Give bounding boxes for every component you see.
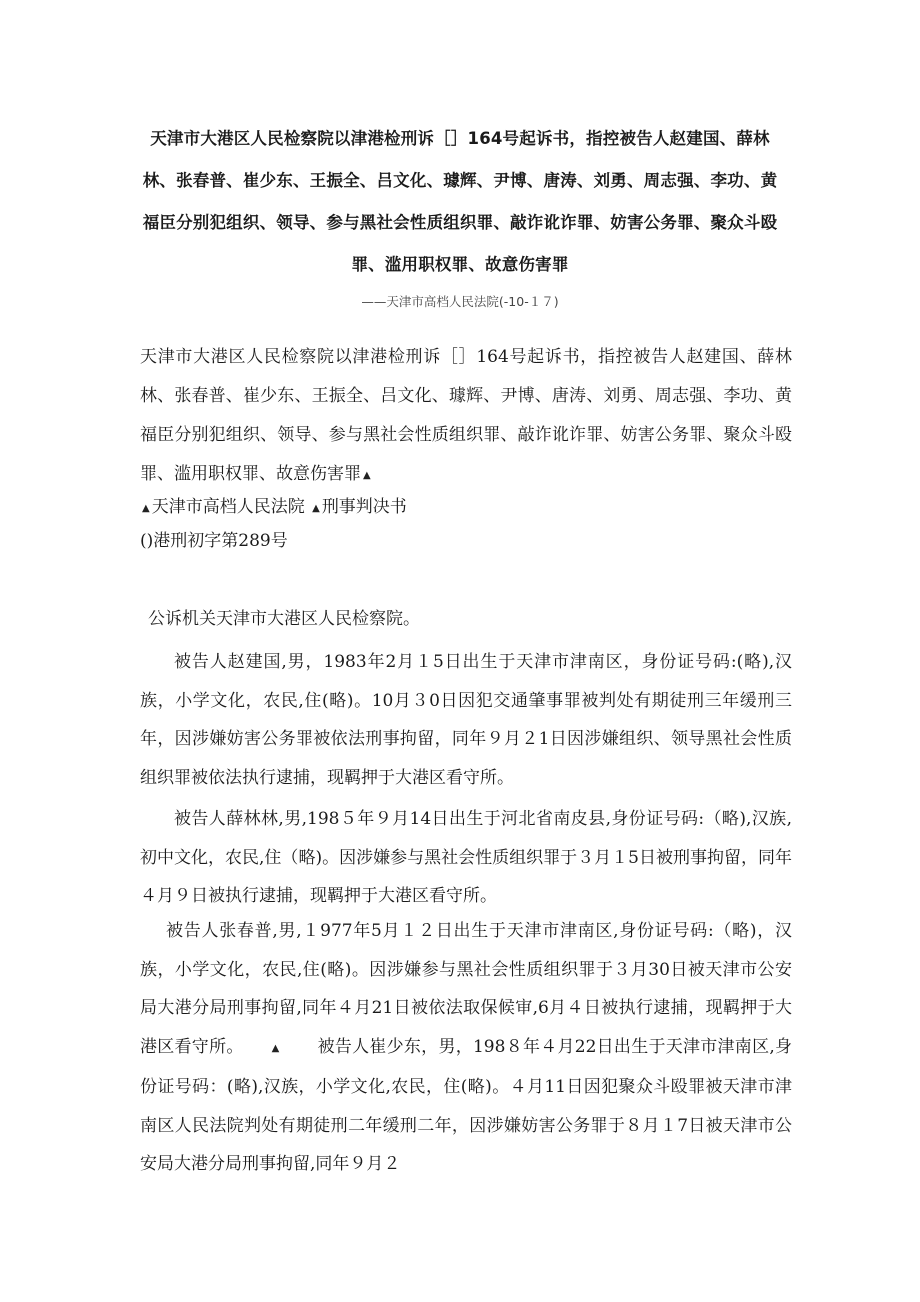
paragraph-mark-icon: ▲ <box>271 1042 280 1054</box>
defendant-paragraph-zhang <box>140 912 792 1184</box>
defendant-paragraph-zhao: 被告人赵建国,男，1983年2月１5日出生于天津市津南区，身份证号码:(略),汉族，小学文化，农民,住(略)。10月３0日因犯交通肇事罪被判处有期徒刑三年缓刑三年，因涉嫌妨害公务罪被依法刑事拘留，同年９月２1日因涉嫌组织、领导黑社会性质组织罪被依法执行逮捕，现羁押于大港区看守所。 <box>140 652 792 788</box>
prosecutor-line: 公诉机关天津市大港区人民检察院。 <box>148 609 420 629</box>
document-title: 天津市大港区人民检察院以津港检刑诉［］164号起诉书，指控被告人赵建国、薛林林、张春普、崔少东、王振全、吕文化、璩辉、尹博、唐涛、刘勇、周志强、李功、黄福臣分别犯组织、领导、参与黑社会性质组织罪、敲诈讹诈罪、妨害公务罪、聚众斗殴罪、滥用职权罪、故意伤害罪 <box>142 129 778 274</box>
document-type: 刑事判决书 <box>321 497 407 517</box>
defendant-cui-text: 被告人崔少东，男，198８年４月22日出生于天津市津南区,身份证号码：(略),汉族，小学文化,农民，住(略)。４月11日因犯聚众斗殴罪被天津市津南区人民法院判处有期徒刑二年缓刑二年，因涉嫌妨害公务罪于８月１7日被天津市公安局大港分局刑事拘留,同年９月２ <box>140 1036 793 1174</box>
paragraph-mark-icon: ▲ <box>363 470 371 481</box>
paragraph-mark-icon: ▲ <box>142 503 150 514</box>
source-line: ——天津市高档人民法院(-10-１７) <box>361 294 559 309</box>
case-number: ()港刑初字第289号 <box>140 531 288 551</box>
court-name: 天津市高档人民法院 <box>151 497 305 517</box>
paragraph-mark-icon: ▲ <box>312 503 320 514</box>
intro-paragraph <box>140 338 792 495</box>
defendant-paragraph-xue: 被告人薛林林,男,198５年９月14日出生于河北省南皮县,身份证号码:（略),汉族,初中文化，农民,住（略)。因涉嫌参与黑社会性质组织罪于３月１5日被刑事拘留，同年４月９日被执行逮捕，现羁押于大港区看守所。 <box>140 809 792 906</box>
court-header-line <box>140 492 407 524</box>
intro-paragraph-text: 天津市大港区人民检察院以津港检刑诉［］164号起诉书，指控被告人赵建国、薛林林、张春普、崔少东、王振全、吕文化、璩辉、尹博、唐涛、刘勇、周志强、李功、黄福臣分别犯组织、领导、参与黑社会性质组织罪、敲诈讹诈罪、妨害公务罪、聚众斗殴罪、滥用职权罪、故意伤害罪 <box>140 347 792 484</box>
defendant-zhang-text: 被告人张春普,男,１977年5月１２日出生于天津市津南区,身份证号码:（略)，汉族，小学文化，农民,住(略)。因涉嫌参与黑社会性质组织罪于３月30日被天津市公安局大港分局刑事拘留,同年４月21日被依法取保候审,6月４日被执行逮捕，现羁押于大港区看守所。 <box>140 921 792 1057</box>
